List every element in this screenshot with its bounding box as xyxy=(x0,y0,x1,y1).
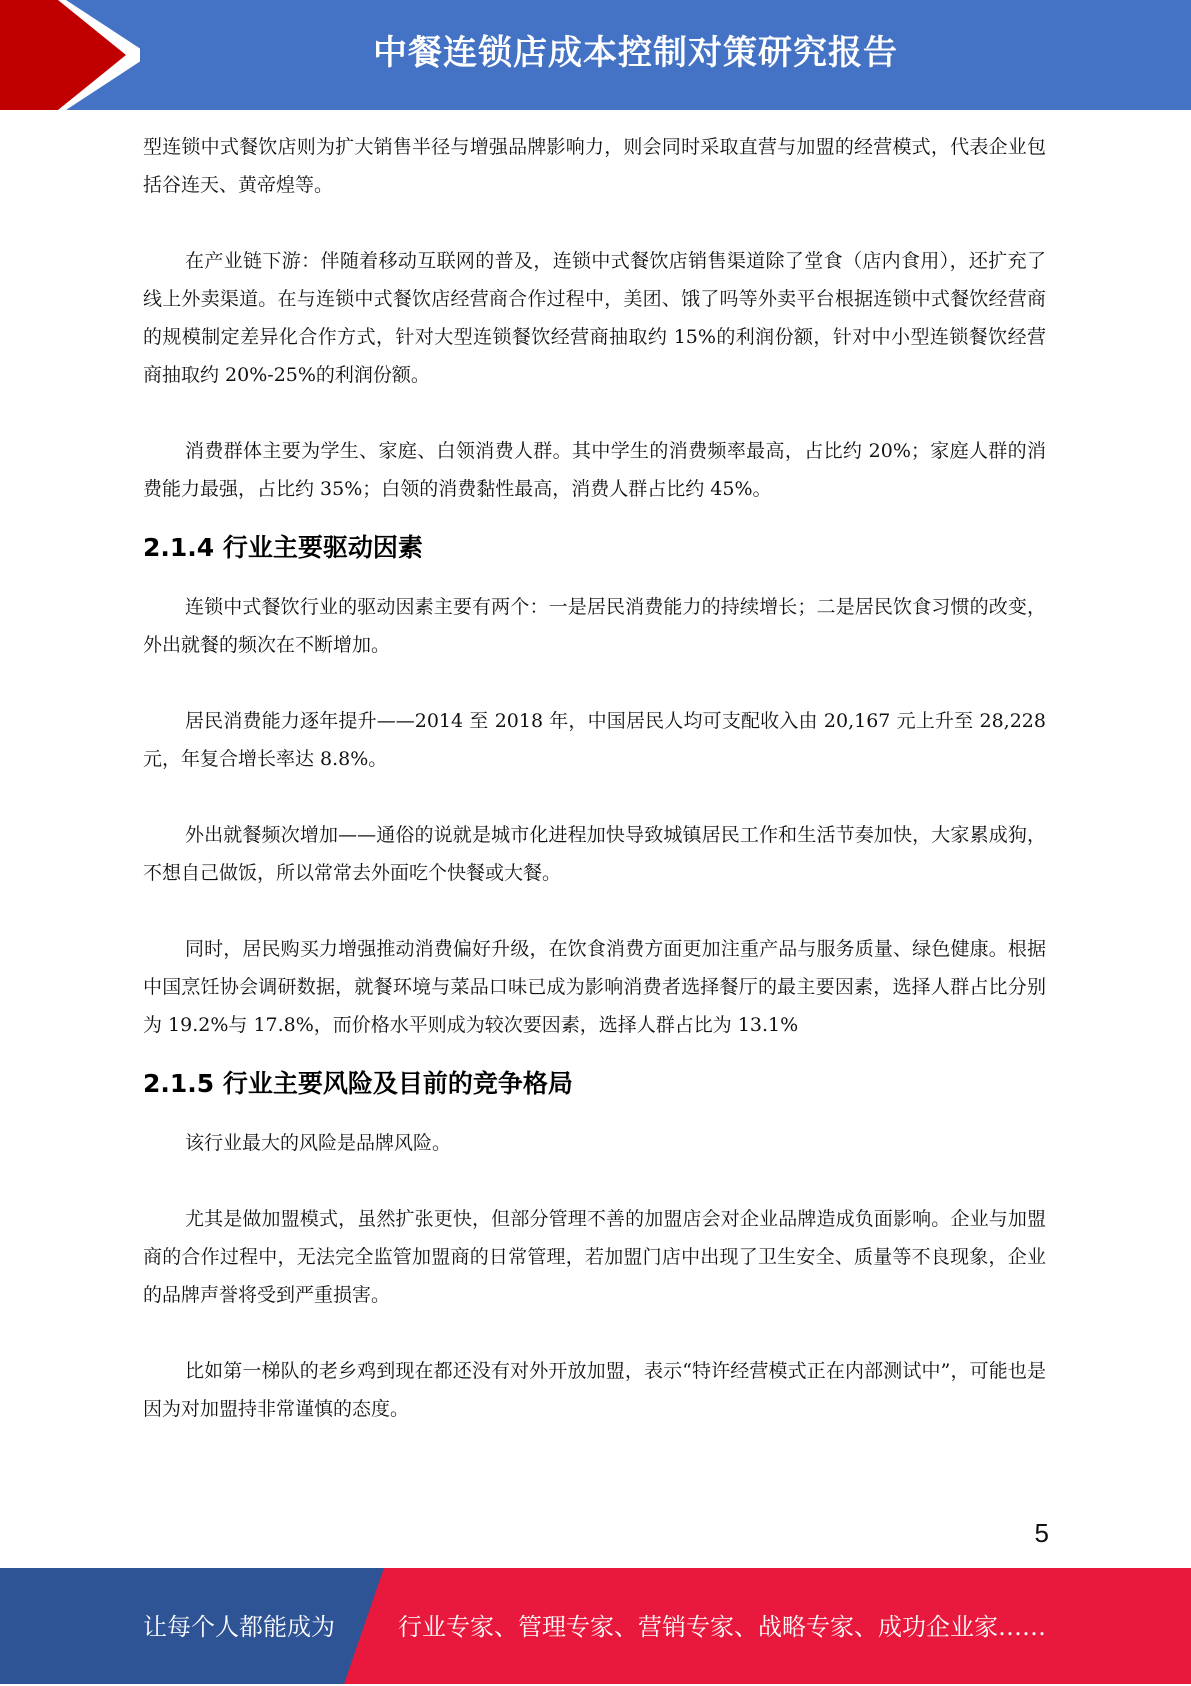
paragraph-consumer-groups: 消费群体主要为学生、家庭、白领消费人群。其中学生的消费频率最高，占比约 20%；家庭人群的消费能力最强，占比约 35%；白领的消费黏性最高，消费人群占比约 45%。 xyxy=(143,440,1046,500)
document-body xyxy=(143,128,1046,1428)
paragraph-downstream: 在产业链下游：伴随着移动互联网的普及，连锁中式餐饮店销售渠道除了堂食（店内食用），还扩充了线上外卖渠道。在与连锁中式餐饮店经营商合作过程中，美团、饿了吗等外卖平台根据连锁中式餐饮经营商的规模制定差异化合作方式，针对大型连锁餐饮经营商抽取约 15%的利润份额，针对中小型连锁餐饮经营商抽取约 20%-25%的利润份额。 xyxy=(143,250,1046,386)
page-footer xyxy=(0,1568,1191,1684)
paragraph-consumption-upgrade: 同时，居民购买力增强推动消费偏好升级，在饮食消费方面更加注重产品与服务质量、绿色健康。根据中国烹饪协会调研数据，就餐环境与菜品口味已成为影响消费者选择餐厅的最主要因素，选择人群占比分别为 19.2%与 17.8%，而价格水平则成为较次要因素，选择人群占比为 13.1% xyxy=(143,938,1046,1036)
paragraph-drivers-intro: 连锁中式餐饮行业的驱动因素主要有两个：一是居民消费能力的持续增长；二是居民饮食习惯的改变，外出就餐的频次在不断增加。 xyxy=(143,596,1046,656)
section-heading-drivers: 2.1.4 行业主要驱动因素 xyxy=(143,533,423,562)
page-number: 5 xyxy=(1034,1518,1049,1548)
footer-slogan-right: 行业专家、管理专家、营销专家、战略专家、成功企业家…… xyxy=(398,1613,1046,1641)
paragraph-income-growth: 居民消费能力逐年提升——2014 至 2018 年，中国居民人均可支配收入由 20,167 元上升至 28,228 元，年复合增长率达 8.8%。 xyxy=(143,710,1046,770)
paragraph-franchise-risk: 尤其是做加盟模式，虽然扩张更快，但部分管理不善的加盟店会对企业品牌造成负面影响。企业与加盟商的合作过程中，无法完全监管加盟商的日常管理，若加盟门店中出现了卫生安全、质量等不良现象，企业的品牌声誉将受到严重损害。 xyxy=(143,1208,1046,1306)
page-header xyxy=(0,0,1191,110)
paragraph-example: 比如第一梯队的老乡鸡到现在都还没有对外开放加盟，表示“特许经营模式正在内部测试中”，可能也是因为对加盟持非常谨慎的态度。 xyxy=(143,1360,1046,1420)
paragraph-brand-risk: 该行业最大的风险是品牌风险。 xyxy=(185,1132,452,1154)
paragraph-business-model: 型连锁中式餐饮店则为扩大销售半径与增强品牌影响力，则会同时采取直营与加盟的经营模式，代表企业包括谷连天、黄帝煌等。 xyxy=(143,136,1046,196)
footer-slogan-left: 让每个人都能成为 xyxy=(143,1613,335,1641)
paragraph-dining-frequency: 外出就餐频次增加——通俗的说就是城市化进程加快导致城镇居民工作和生活节奏加快，大家累成狗，不想自己做饭，所以常常去外面吃个快餐或大餐。 xyxy=(143,824,1046,884)
report-title: 中餐连锁店成本控制对策研究报告 xyxy=(373,33,898,73)
section-heading-risks: 2.1.5 行业主要风险及目前的竞争格局 xyxy=(143,1069,573,1098)
